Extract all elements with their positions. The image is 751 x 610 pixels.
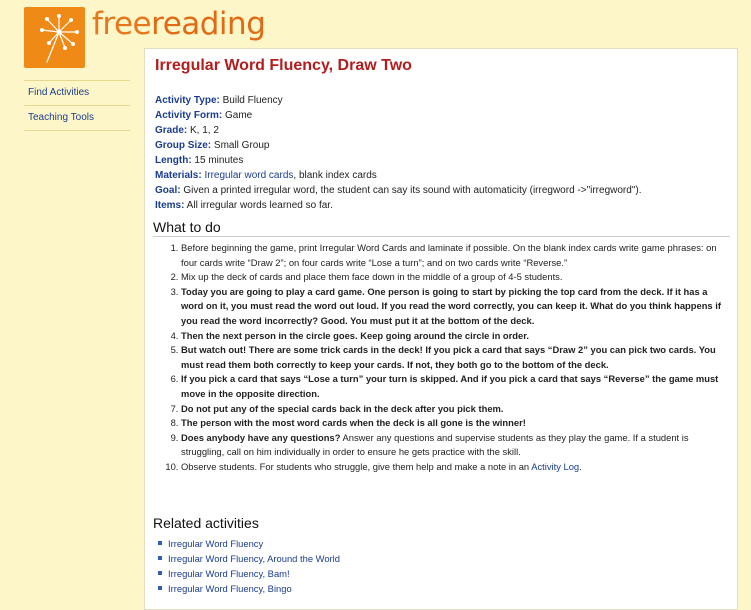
sidebar <box>24 80 130 131</box>
irregular-word-cards-link[interactable]: Irregular word cards <box>204 170 294 181</box>
step-text: Observe students. For students who struggle, give them help and make a note in an <box>181 460 532 472</box>
meta-value: Small Group <box>211 140 270 151</box>
meta-key: Materials: <box>155 170 202 181</box>
meta-value: Game <box>222 110 253 121</box>
step-item <box>181 285 730 329</box>
related-link[interactable]: Irregular Word Fluency <box>168 538 264 549</box>
step-text: Today you are going to play a card game. One person is going to start by picking the top card from the deck. If it has a word on it, you must read the word out loud. If you read the word correctly, you can keep it. What do you think happens if you read the word incorrectly? Good. You must put it at the bottom of the deck. <box>181 285 721 326</box>
meta-key: Length: <box>155 155 192 166</box>
step-text: . <box>579 460 582 472</box>
step-text: Then the next person in the circle goes. Keep going around the circle in order. <box>181 329 529 341</box>
meta-grade <box>155 123 641 138</box>
meta-group-size <box>155 138 641 153</box>
steps-list <box>153 241 730 475</box>
step-item <box>181 372 730 401</box>
list-item <box>158 551 730 566</box>
meta-key: Items: <box>155 200 185 211</box>
meta-value: , blank index cards <box>293 170 377 181</box>
activity-meta <box>155 93 641 213</box>
step-text: Does anybody have any questions? <box>181 431 341 443</box>
step-text: Answer any questions and supervise students as they play the game. If a student is struggling, call on him individually in order to ensure he gets practice with the skill. <box>181 431 689 458</box>
what-to-do-heading: What to do <box>153 219 730 237</box>
step-item: 1. Before beginning the game, print Irregular Word Cards and laminate if possible. On the blank index cards write game phrases: on four cards write “Draw 2”; on four cards write “Lose a turn”; and on two cards write “Reverse.” <box>181 241 730 270</box>
activity-log-link[interactable]: Activity Log <box>531 460 580 472</box>
meta-key: Goal: <box>155 185 181 196</box>
step-text: Do not put any of the special cards back in the deck after you pick them. <box>181 402 504 414</box>
page-title: Irregular Word Fluency, Draw Two <box>155 57 412 74</box>
dandelion-icon <box>27 10 83 66</box>
related-activities-section <box>153 515 730 596</box>
freereading-logo[interactable] <box>24 7 85 68</box>
list-item <box>158 581 730 596</box>
related-link[interactable]: Irregular Word Fluency, Bingo <box>168 583 292 594</box>
related-link[interactable]: Irregular Word Fluency, Bam! <box>168 568 290 579</box>
step-text: If you pick a card that says “Lose a turn” your turn is skipped. And if you pick a card that says “Reverse” the game must move in the opposite direction. <box>181 373 719 399</box>
related-link[interactable]: Irregular Word Fluency, Around the World <box>168 553 340 564</box>
brand-reading: reading <box>151 6 266 42</box>
step-item: 2. Mix up the deck of cards and place them face down in the middle of a group of 4-5 students. <box>181 270 730 285</box>
step-item <box>181 431 730 460</box>
meta-key: Activity Form: <box>155 110 223 121</box>
main-content <box>144 48 738 610</box>
meta-value: Given a printed irregular word, the student can say its sound with automaticity (irregword ->"irregword"). <box>180 185 642 196</box>
brand-name[interactable] <box>92 6 265 42</box>
step-text: The person with the most word cards when the deck is all gone is the winner! <box>181 417 526 429</box>
meta-key: Group Size: <box>155 140 212 151</box>
meta-key: Grade: <box>155 125 188 136</box>
meta-key: Activity Type: <box>155 95 220 106</box>
step-item <box>181 343 730 372</box>
meta-value: 15 minutes <box>191 155 244 166</box>
meta-materials <box>155 168 641 183</box>
sidebar-item-teaching-tools[interactable]: Teaching Tools <box>24 106 130 131</box>
sidebar-item-find-activities[interactable]: Find Activities <box>24 81 130 106</box>
meta-value: Build Fluency <box>219 95 283 106</box>
meta-activity-form <box>155 108 641 123</box>
brand-free: free <box>92 6 152 42</box>
related-list <box>153 536 730 596</box>
step-item <box>181 329 730 344</box>
step-text: But watch out! There are some trick cards in the deck! If you pick a card that says “Draw 2” you can pick two cards. You must read them both correctly to keep your cards. If not, they both go to the bottom of the deck. <box>181 344 716 370</box>
meta-items <box>155 198 641 213</box>
meta-goal <box>155 183 641 198</box>
meta-activity-type <box>155 93 641 108</box>
step-item <box>181 416 730 431</box>
list-item <box>158 536 730 551</box>
meta-length <box>155 153 641 168</box>
step-item <box>181 402 730 417</box>
meta-value: All irregular words learned so far. <box>184 200 333 211</box>
list-item <box>158 566 730 581</box>
step-item <box>181 460 730 475</box>
related-activities-heading: Related activities <box>153 515 259 531</box>
what-to-do-section <box>153 219 730 475</box>
meta-value: K, 1, 2 <box>187 125 219 136</box>
